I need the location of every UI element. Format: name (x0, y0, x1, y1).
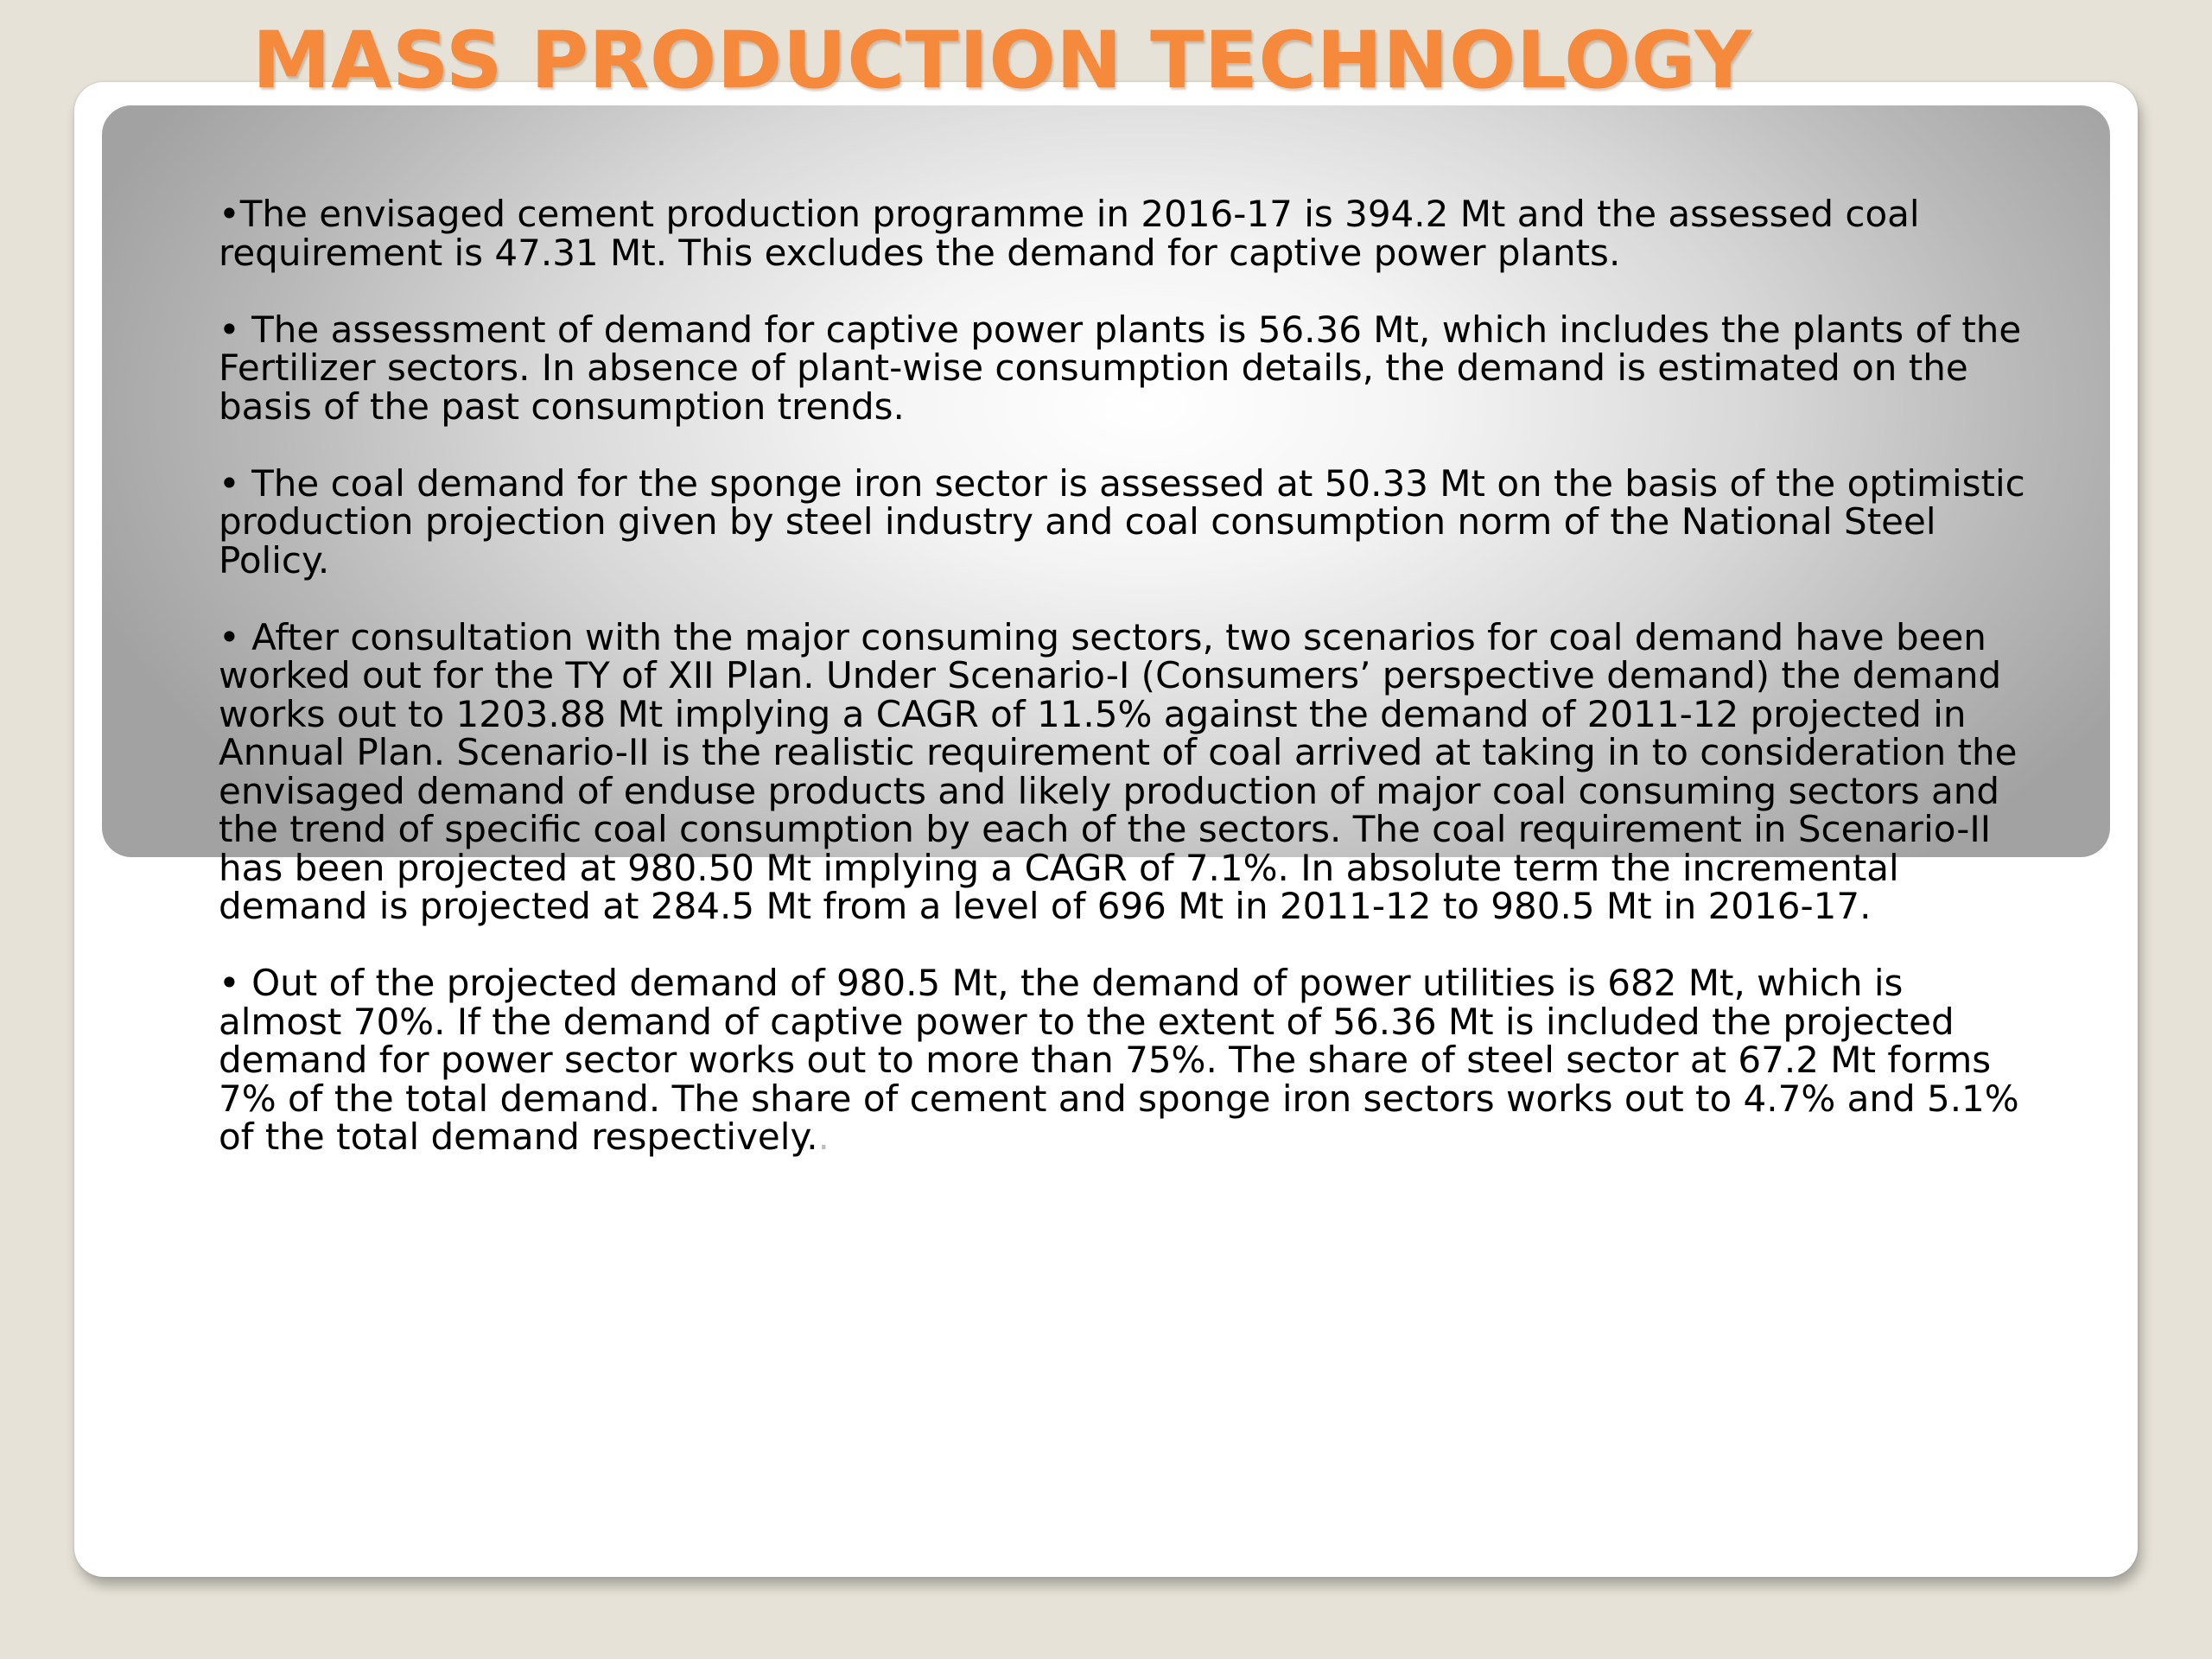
bullet-paragraph-scenarios: • After consultation with the major consuming sectors, two scenarios for coal demand have been worked out for the TY of XII Plan. Under Scenario-I (Consumers’ perspective demand) the demand works out to 1203.88 Mt implying a CAGR of 11.5% against the demand of 2011-12 projected in Annual Plan. Scenario-II is the realistic requirement of coal arrived at taking in to consideration the envisaged demand of enduse products and likely production of major coal consuming sectors and the trend of specific coal consumption by each of the sectors. The coal requirement in Scenario-II has been projected at 980.50 Mt implying a CAGR of 7.1%. In absolute term the incremental demand is projected at 284.5 Mt from a level of 696 Mt in 2011-12 to 980.5 Mt in 2016-17. (219, 615, 2018, 927)
bullet-paragraph-power-utilities (219, 964, 2037, 1157)
slide-body (219, 195, 2037, 1157)
bullet-paragraph-sponge-iron: • The coal demand for the sponge iron sector is assessed at 50.33 Mt on the basis of the optimistic production projection given by steel industry and coal consumption norm of the National Steel Policy. (219, 461, 2025, 582)
slide-title: MASS PRODUCTION TECHNOLOGY (252, 16, 1752, 106)
bullet-paragraph-cement: •The envisaged cement production programme in 2016-17 is 394.2 Mt and the assessed coal requirement is 47.31 Mt. This excludes the demand for captive power plants. (219, 193, 1920, 274)
trailing-mark: . (817, 1116, 830, 1158)
bullet-paragraph-captive-power: • The assessment of demand for captive power plants is 56.36 Mt, which includes the plants of the Fertilizer sectors. In absence of plant-wise consumption details, the demand is estimated on the basis of the past consumption trends. (219, 308, 2022, 428)
bullet-paragraph-power-utilities-text: • Out of the projected demand of 980.5 Mt, the demand of power utilities is 682 Mt, which is almost 70%. If the demand of captive power to the extent of 56.36 Mt is included the projected demand for power sector works out to more than 75%. The share of steel sector at 67.2 Mt forms 7% of the total demand. The share of cement and sponge iron sectors works out to 4.7% and 5.1% of the total demand respectively. (219, 962, 2019, 1158)
